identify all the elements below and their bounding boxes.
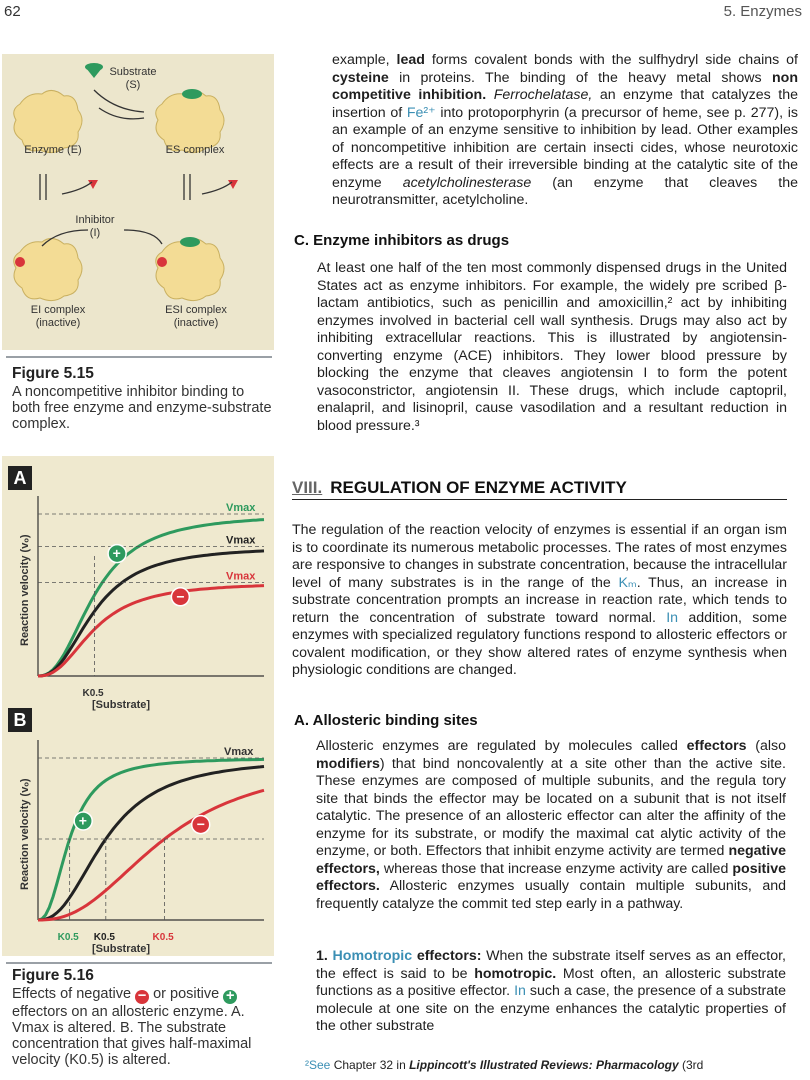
allosteric-effector-charts bbox=[2, 456, 274, 956]
section-viii-heading: VIII. REGULATION OF ENZYME ACTIVITY bbox=[292, 478, 787, 500]
x-axis-label: [Substrate] bbox=[92, 943, 151, 955]
binding-arrow bbox=[94, 90, 144, 112]
ei-complex-label: EI complex (inactive) bbox=[30, 304, 86, 329]
caption-title: Figure 5.16 bbox=[12, 967, 94, 984]
panel-b-tag: B bbox=[8, 708, 32, 732]
footnote: ²See Chapter 32 in Lippincott's Illustrated Reviews: Pharmacology (3rd bbox=[305, 1058, 704, 1072]
esi-complex-label: ESI complex (inactive) bbox=[165, 304, 227, 329]
k05-label: K0.5 bbox=[82, 688, 104, 699]
paragraph-regulation: The regulation of the reaction velocity of enzymes is essential if an organ ism is to coordinate its numerous metabolic processes. The rates of most enzymes are responsive to changes in substrate concentration, because the intracellular level of many substrates is in the range of the Kₘ. Thus, an increase in substrate concentration prompts an increase in reaction rate, which tends to return the concentration of substrate toward normal. In addition, some enzymes with specialized regulatory functions respond to allosteric effectors or covalent modification, or they show altered rates of enzyme synthesis when physiologic conditions are changed. bbox=[292, 522, 787, 678]
bound-inhibitor-icon bbox=[15, 257, 25, 267]
substrate-label: Substrate (S) bbox=[109, 66, 157, 91]
bound-substrate-icon bbox=[182, 89, 202, 99]
paragraph-homotropic: 1. Homotropic effectors: When the substrate itself serves as an effector, the effect is said to be homotropic. Most often, an allosteric substrate functions as a positive effector. In such a case, the presence of a substrate molecule at one site on the enzyme enhances the catalytic properties of the other substrate bbox=[316, 948, 786, 1034]
series-line bbox=[38, 790, 264, 920]
vmax-label: Vmax bbox=[224, 746, 254, 758]
figure-5-16 bbox=[2, 456, 274, 956]
caption-divider bbox=[6, 356, 272, 358]
paragraph-lead-inhibition: example, lead forms covalent bonds with the sulfhydryl side chains of cysteine in proteins. The binding of the heavy metal shows non competitive inhibition. Ferrochelatase, an enzyme that catalyzes the insertion of Fe²⁺ into protoporphyrin (a precursor of heme, see p. 277), is an example of an enzyme sensitive to inhibition by lead. Other examples of noncompetitive inhibition are certain insecti cides, whose neurotoxic effects are a result of their irreversible binding at the catalytic site of the enzyme acetylcholinesterase (an enzyme that cleaves the neurotransmitter, acetylcholine. bbox=[332, 52, 798, 208]
binding-arrow bbox=[99, 108, 144, 119]
vmax-label: Vmax bbox=[226, 534, 256, 547]
caption-title: Figure 5.15 bbox=[12, 365, 94, 382]
vmax-label: Vmax bbox=[226, 502, 256, 514]
vmax-label: Vmax bbox=[226, 570, 256, 583]
positive-effector-icon: + bbox=[223, 990, 237, 1004]
section-c-heading: C. Enzyme inhibitors as drugs bbox=[294, 232, 510, 249]
paragraph-allosteric: Allosteric enzymes are regulated by molecules called effectors (also modifiers) that bind noncovalently at a site other than the active site. These enzymes are composed of multiple subunits, and the regula tory site that binds the effector may be located on a subunit that is not itself catalytic. The presence of an allosteric effector can alter the affinity of the enzyme for its substrate, or modify the maximal cat alytic activity of the enzyme, or both. Effectors that inhibit enzyme activity are termed negative effectors, whereas those that increase enzyme activity are called positive effectors. Allosteric enzymes usually contain multiple subunits, and frequently catalyze the commit ted step early in a pathway. bbox=[316, 738, 786, 912]
caption-divider bbox=[6, 962, 272, 964]
negative-effector-icon: − bbox=[176, 588, 185, 605]
bound-substrate-icon bbox=[180, 237, 200, 247]
y-axis-label: Reaction velocity (vₒ) bbox=[19, 534, 31, 646]
page-number: 62 bbox=[4, 3, 21, 20]
x-axis-label: [Substrate] bbox=[92, 699, 151, 711]
chapter-title: 5. Enzymes bbox=[723, 3, 802, 20]
negative-effector-icon: − bbox=[196, 816, 205, 833]
panel-a-tag: A bbox=[8, 466, 32, 490]
series-line bbox=[38, 767, 264, 921]
series-line bbox=[38, 586, 264, 676]
section-a-heading: A. Allosteric binding sites bbox=[294, 712, 478, 729]
k05-label: K0.5 bbox=[57, 932, 79, 943]
k05-label: K0.5 bbox=[93, 932, 115, 943]
paragraph-drugs: At least one half of the ten most commonly dispensed drugs in the United States act as enzyme inhibitors. For example, the widely pre scribed β-lactam antibiotics, such as penicillin and amoxicillin,² act by inhibiting enzymes involved in bacterial cell wall synthesis. Drugs may also act by inhibiting extracellular reactions. This is illustrated by angiotensin-converting enzyme (ACE) inhibitors. They lower blood pressure by blocking the enzyme that cleaves angiotensin I to form the potent vasoconstrictor, angiotensin II. These drugs, which include captopril, enalapril, and lisinopril, cause vasodilation and a resultant reduction in blood pressure.³ bbox=[317, 260, 787, 434]
figure-5-15 bbox=[2, 54, 274, 350]
caption-text: A noncompetitive inhibitor binding to both free enzyme and enzyme-substrate complex. bbox=[12, 384, 272, 432]
positive-effector-icon: + bbox=[78, 812, 87, 829]
k05-label: K0.5 bbox=[152, 932, 174, 943]
es-complex-label: ES complex bbox=[165, 144, 225, 156]
page-header bbox=[0, 0, 810, 26]
inhibitor-arrow bbox=[202, 182, 232, 194]
inhibitor-label: Inhibitor (I) bbox=[75, 214, 115, 239]
figure-5-15-caption bbox=[12, 366, 274, 432]
figure-sidebar bbox=[0, 40, 282, 1080]
positive-effector-icon: + bbox=[112, 545, 121, 562]
enzyme-label: Enzyme (E) bbox=[24, 144, 82, 156]
negative-effector-icon: − bbox=[135, 990, 149, 1004]
figure-5-16-caption: Figure 5.16 Effects of negative − or positive + effectors on an allosteric enzyme. A. Vmax is altered. B. The substrate concentration that gives half-maximal velocity (K0.5) is altered. bbox=[12, 968, 274, 1068]
ei-complex-blob bbox=[14, 238, 82, 300]
inhibitor-arrow bbox=[62, 182, 92, 194]
y-axis-label: Reaction velocity (vₒ) bbox=[19, 778, 31, 890]
bound-inhibitor-icon bbox=[157, 257, 167, 267]
esi-complex-blob bbox=[156, 238, 224, 300]
